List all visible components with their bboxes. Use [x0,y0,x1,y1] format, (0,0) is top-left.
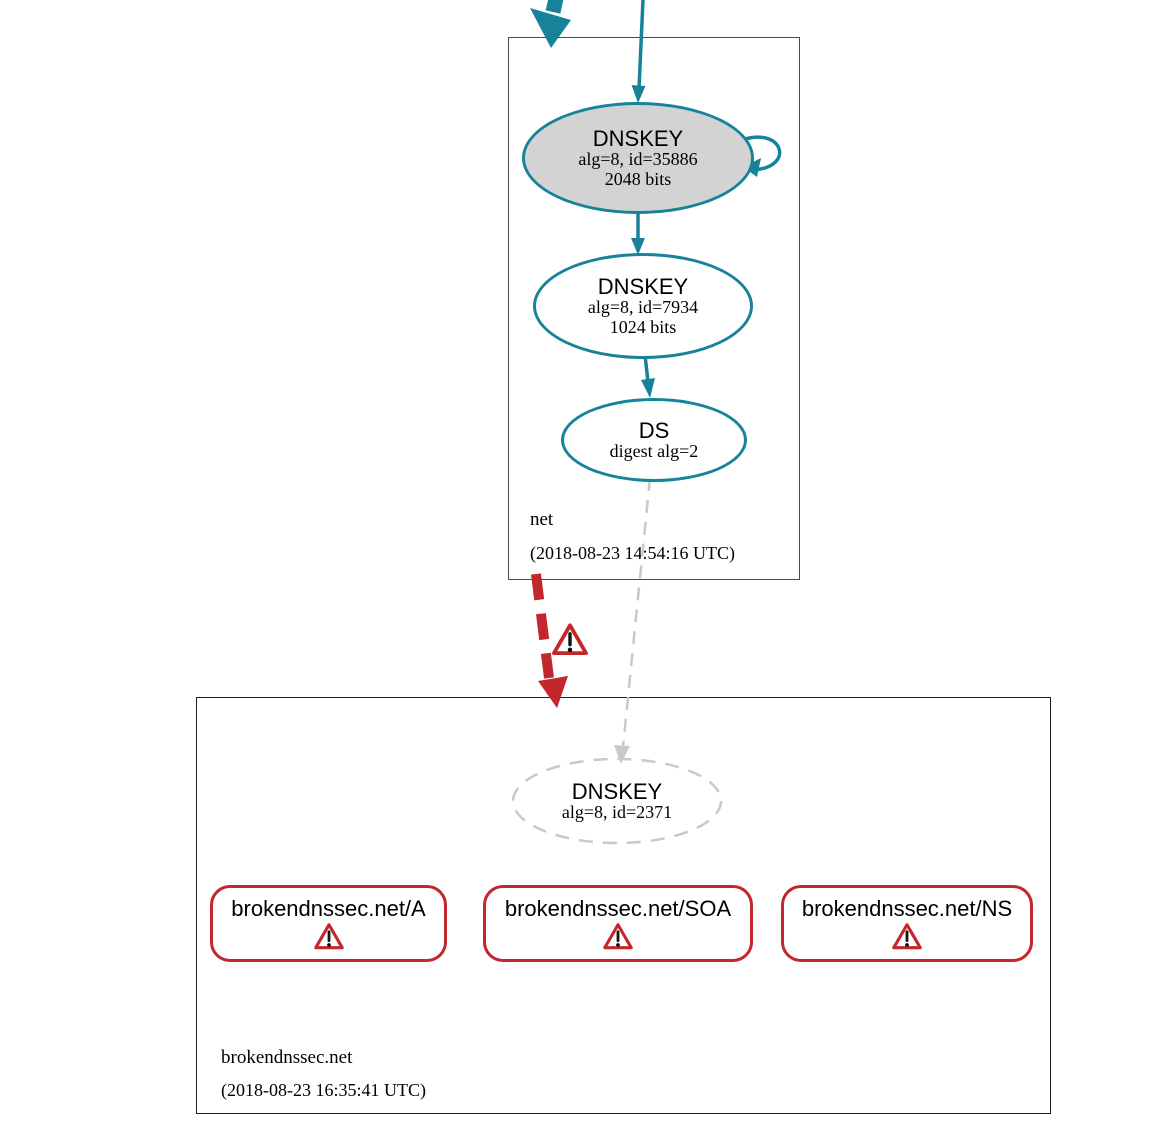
warning-icon [551,622,589,656]
node-detail: alg=8, id=2371 [561,801,673,822]
node-detail: 1024 bits [609,316,677,337]
rrset-label: brokendnssec.net/A [231,895,426,921]
edge-zsk-ds-shaft [645,355,648,382]
node-dnskey-35886[interactable] [522,102,754,214]
warning-icon [891,922,923,950]
node-detail: alg=8, id=7934 [587,296,699,317]
edge-parent-delegation-shaft [553,0,561,12]
rrset-label: brokendnssec.net/SOA [504,895,732,921]
zone-timestamp-net: (2018-08-23 14:54:16 UTC) [530,543,735,563]
edge-bogus-delegation-arrowhead [538,676,568,708]
node-title: DNSKEY [571,778,663,804]
node-dnskey-2371[interactable] [511,758,723,844]
edge-into-ksk-arrowhead [632,85,646,103]
node-detail: alg=8, id=35886 [578,148,698,169]
edge-into-ksk-shaft [639,0,643,88]
zone-label-net: net [530,509,554,530]
rrset-brokendnssec-net-soa[interactable] [483,885,753,962]
zone-timestamp-brokendnssec-net: (2018-08-23 16:35:41 UTC) [221,1080,426,1100]
edge-bogus-delegation-shaft [536,574,549,678]
node-ds[interactable] [561,398,747,482]
rrset-label: brokendnssec.net/NS [801,895,1013,921]
warning-icon [602,922,634,950]
node-dnskey-7934[interactable] [533,253,753,359]
node-title: DNSKEY [597,273,689,299]
warning-icon [313,922,345,950]
zone-label-brokendnssec-net: brokendnssec.net [221,1047,353,1068]
node-detail: digest alg=2 [609,440,699,461]
node-title: DNSKEY [592,125,684,151]
edge-parent-delegation-arrowhead [530,8,571,48]
node-detail: 2048 bits [604,168,672,189]
edge-zsk-ds-arrowhead [641,378,655,398]
rrset-brokendnssec-net-ns[interactable] [781,885,1033,962]
node-title: DS [638,417,670,443]
edge-ds-dnskey-dashed [623,478,650,747]
rrset-brokendnssec-net-a[interactable] [210,885,447,962]
